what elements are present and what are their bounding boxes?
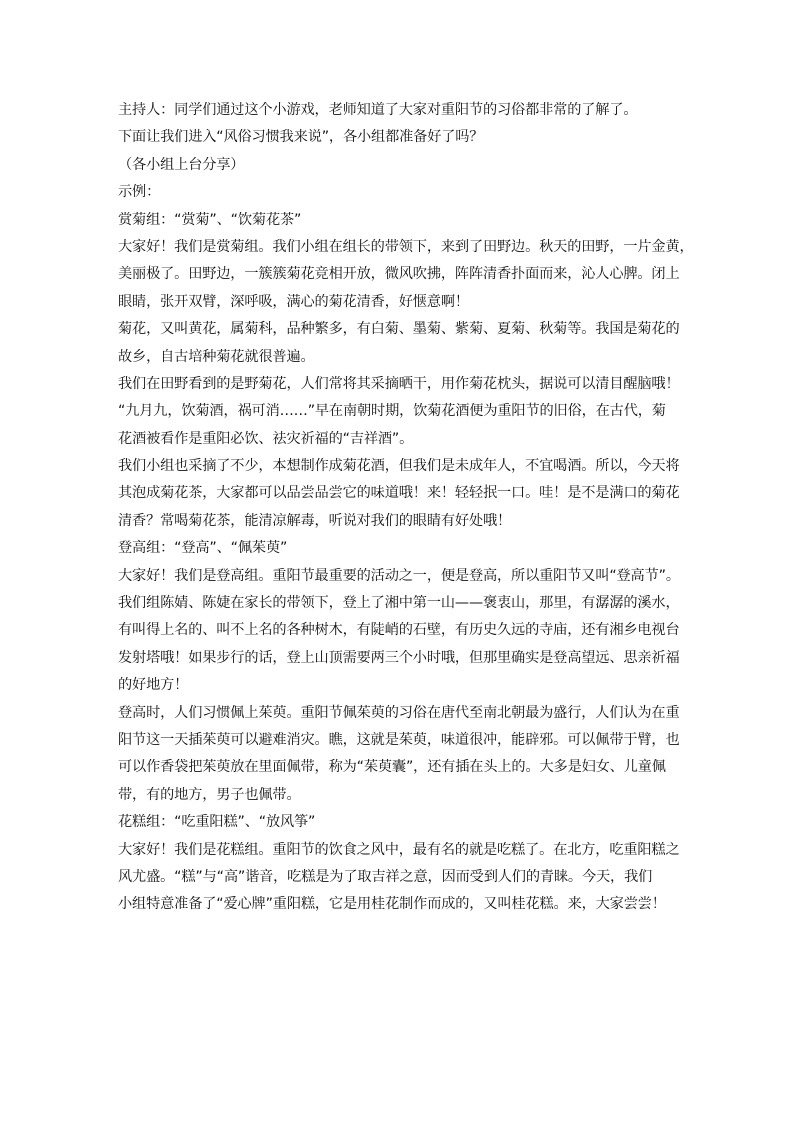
text-line: 主持人：同学们通过这个小游戏，老师知道了大家对重阳节的习俗都非常的了解了。 <box>118 102 638 118</box>
text-line: 大家好！我们是登高组。重阳节最重要的活动之一，便是登高，所以重阳节又叫“登高节”。 <box>118 567 680 584</box>
text-line: 带，有的地方，男子也佩带。 <box>118 786 301 803</box>
text-line: 登高时，人们习惯佩上茱萸。重阳节佩茱萸的习俗在唐代至南北朝最为盛行，人们认为在重 <box>118 704 680 721</box>
text-line: 的好地方！ <box>118 677 189 694</box>
text-line: 示例： <box>118 184 161 201</box>
text-line: 我们小组也采摘了不少，本想制作成菊花酒，但我们是未成年人，不宜喝酒。所以，今天将 <box>118 458 680 475</box>
text-line: 眼睛，张开双臂，深呼吸，满心的菊花清香，好惬意啊！ <box>118 293 469 310</box>
text-line: “九月九，饮菊酒，祸可消……”早在南朝时期，饮菊花酒便为重阳节的旧俗，在古代，菊 <box>118 403 666 420</box>
text-line: （各小组上台分享） <box>118 156 245 173</box>
text-line: 小组特意准备了“爱心牌”重阳糕，它是用桂花制作而成的，又叫桂花糕。来，大家尝尝！ <box>118 896 666 913</box>
text-line: 有叫得上名的、叫不上名的各种树木，有陡峭的石壁，有历史久远的寺庙，还有湘乡电视台 <box>118 622 680 639</box>
text-line: 故乡，自古培种菊花就很普遍。 <box>118 348 315 365</box>
text-line: 清香？常喝菊花茶，能清凉解毒，听说对我们的眼睛有好处哦！ <box>118 512 512 529</box>
text-line: 大家好！我们是花糕组。重阳节的饮食之风中，最有名的就是吃糕了。在北方，吃重阳糕之 <box>118 841 680 858</box>
section-heading-cake: 花糕组：“吃重阳糕”、“放风筝” <box>118 814 316 831</box>
text-line: 发射塔哦！如果步行的话，登上山顶需要两三个小时哦，但那里确实是登高望远、思亲祈福 <box>118 649 680 666</box>
text-line: 大家好！我们是赏菊组。我们小组在组长的带领下，来到了田野边。秋天的田野，一片金黄， <box>118 238 694 255</box>
text-line: 我们组陈婧、陈婕在家长的带领下，登上了湘中第一山——褒衷山，那里，有潺潺的溪水， <box>118 595 680 612</box>
text-line: 我们在田野看到的是野菊花，人们常将其采摘晒干，用作菊花枕头，据说可以清目醒脑哦！ <box>118 375 680 392</box>
text-line: 美丽极了。田野边，一簇簇菊花竞相开放，微风吹拂，阵阵清香扑面而来，沁人心脾。闭上 <box>118 266 680 283</box>
text-line: 其泡成菊花茶，大家都可以品尝品尝它的味道哦！来！轻轻抿一口。哇！是不是满口的菊花 <box>118 485 680 502</box>
section-heading-climbing: 登高组：“登高”、“佩茱萸” <box>118 540 288 557</box>
text-line: 阳节这一天插茱萸可以避难消灾。瞧，这就是茱萸，味道很冲，能辟邪。可以佩带于臂，也 <box>118 731 680 748</box>
text-line: 风尤盛。“糕”与“高”谐音，吃糕是为了取吉祥之意，因而受到人们的青睐。今天，我们 <box>118 868 653 885</box>
section-heading-chrysanthemum: 赏菊组：“赏菊”、“饮菊花茶” <box>118 211 302 228</box>
text-line: 花酒被看作是重阳必饮、祛灾祈福的“吉祥酒”。 <box>118 430 414 447</box>
document-page <box>118 97 694 919</box>
text-line: 下面让我们进入“风俗习惯我来说”，各小组都准备好了吗？ <box>118 129 484 146</box>
text-line: 可以作香袋把茱萸放在里面佩带，称为“茱萸囊”，还有插在头上的。大多是妇女、儿童佩 <box>118 759 666 776</box>
text-line: 菊花，又叫黄花，属菊科，品种繁多，有白菊、墨菊、紫菊、夏菊、秋菊等。我国是菊花的 <box>118 321 680 338</box>
